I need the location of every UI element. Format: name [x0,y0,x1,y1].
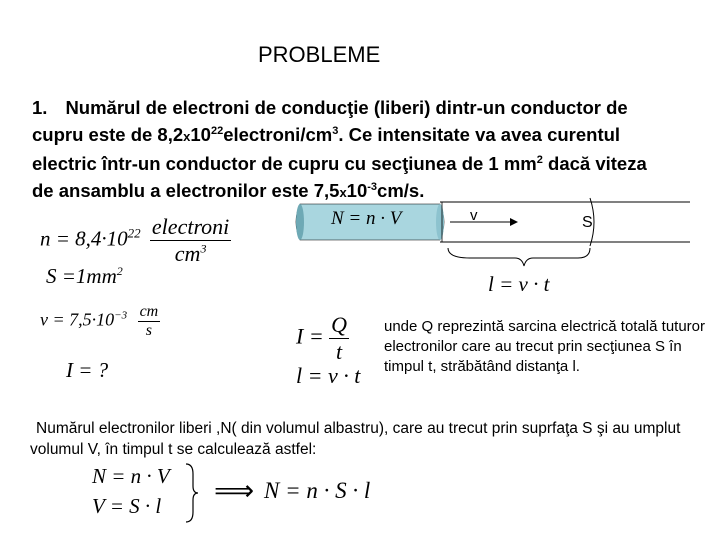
cylinder-formula: N = n · V [331,208,402,229]
cylinder-right-end [436,204,444,240]
n-unit-fraction: $\frac{\text{electroni}}{cm^3}$ [151,214,230,266]
given-i-unknown: I = ? [66,358,109,382]
charge-explanation: unde Q reprezintă sarcina electrică totală tuturor electronilor care au trecut prin secţiunea S în timpul t, străbătând distanţa l. [384,318,705,375]
current-formula: I = $\frac{Q}{t}$ [296,312,348,364]
velocity-label: v [470,207,478,224]
problem-line-1: 1. Numărul de electroni de conducţie (liberi) dintr-un conductor de [32,97,628,118]
bottom-eq-n: N = n · V [92,464,170,488]
bottom-eq-v: V = S · l [92,494,162,518]
implies-arrow-icon: ⟹ [214,474,255,507]
system-brace [184,462,200,524]
v-unit-fraction: $\frac{cm}{s}$ [139,303,159,339]
current-fraction: $\frac{Q}{t}$ [331,312,348,364]
explanation-paragraph: Numărul electronilor liberi ,N( din volumul albastru), care au trecut prin suprfaţa S şi au umplut volumul V, în timpul t se calculează astfel: [30,420,681,458]
length-formula: l = v · t [488,272,550,296]
cylinder-left-end [296,204,304,240]
problem-line-2: cupru este de $8,2x10^{22}electroni/cm^3$. Ce intensitate va avea curentul [32,124,621,145]
section-label: S [582,214,593,231]
given-v: $v = 7,5\cdot 10^{-3}$ $\frac{cm}{s}$ [40,303,159,339]
given-n: $n = 8,4\cdot 10^{22}$ $\frac{\text{electroni}}{cm^3}$ [40,214,230,266]
given-s: $S =1mm^2$ [46,264,123,288]
page-title: PROBLEME [258,42,381,67]
problem-line-3: electric într-un conductor de cupru cu secţiunea de 1 $mm^2$ dacă viteza [32,153,647,174]
bottom-result: N = n · S · l [264,478,371,503]
problem-number: 1. [32,97,48,118]
problem-statement [32,94,712,206]
length-brace [448,248,590,266]
problem-line-4: de ansamblu a electronilor este $7,5x10^{-3}cm/s$. [32,180,425,201]
velocity-arrow-head [510,218,518,226]
distance-formula: l = v · t [296,363,361,388]
